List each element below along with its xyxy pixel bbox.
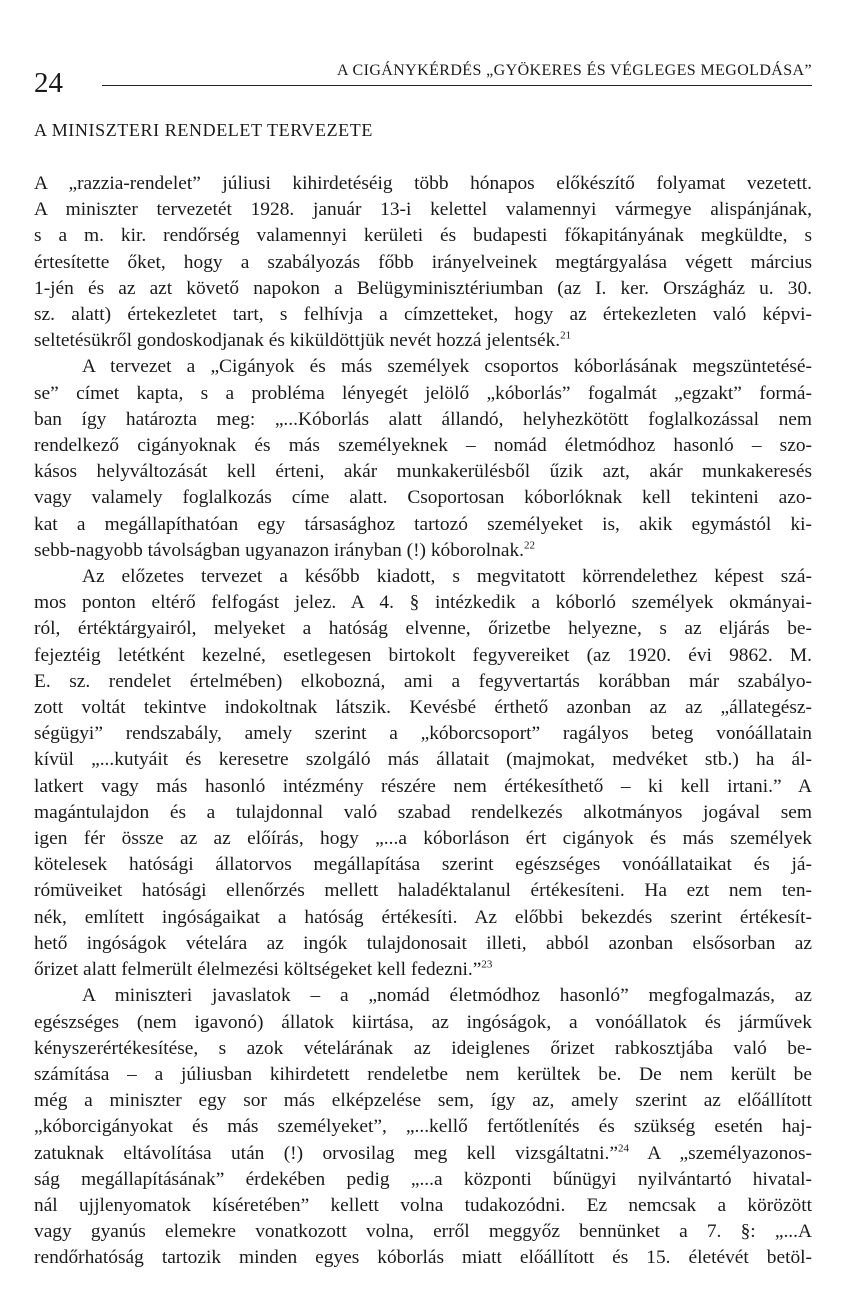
footnote-ref-23[interactable]: 23	[481, 958, 493, 971]
text-line: ság megállapításának” érdekében pedig „...a központi bűnügyi nyilvántartó hivatal-	[34, 1168, 812, 1190]
text-line: zatuknak eltávolítása után (!) orvosilag meg kell vizsgáltatni.”$^{24}$ A „személyazonos-	[34, 1142, 812, 1164]
section-title: A MINISZTERI RENDELET TERVEZETE	[34, 120, 373, 140]
text-line: sebb-nagyobb távolságban ugyanazon irányban (!) kóborolnak.$^{22}$	[34, 539, 536, 561]
text-line: rendőrhatóság tartozik minden egyes kóborlás miatt előállított és 15. életévét betöl-	[34, 1247, 812, 1269]
paragraph-2	[34, 354, 812, 564]
paragraph-1	[34, 171, 812, 354]
text-line: 1-jén és az azt követő napokon a Belügyminisztériumban (az I. ker. Országház u. 30.	[34, 277, 812, 299]
text-line: értesítette őket, hogy a szabályozás főbb irányelveinek megtárgyalása végett március	[34, 251, 812, 273]
running-head: A CIGÁNYKÉRDÉS „GYÖKERES ÉS VÉGLEGES MEGOLDÁSA”	[337, 62, 812, 79]
text-line: se” címet kapta, s a probléma lényegét jelölő „kóborlás” fogalmát „egzakt” formá-	[34, 382, 812, 404]
text-line: ségügyi” rendszabály, amely szerint a „kóborcsoport” ragályos beteg vonóállatain	[34, 723, 812, 745]
text-line: nék, említett ingóságaikat a hatóság értékesíti. Az előbbi bekezdés szerint értékesít-	[34, 906, 812, 928]
text-line: kötelesek hatósági állatorvos megállapítása szerint egészséges vonóállataikat és já-	[34, 854, 812, 876]
text-line: rendelkező cigányoknak és más személyeknek – nomád életmódhoz hasonló – szo-	[34, 435, 812, 457]
text-line: számítása – a júliusban kihirdetett rendeletbe nem kerültek be. De nem került be	[34, 1063, 812, 1085]
text-line: ról, értéktárgyairól, melyeket a hatóság elvenne, őrizetbe helyezne, s az eljárás be-	[34, 618, 812, 640]
text-line: kívül „...kutyáit és keresetre szolgáló más állatait (majmokat, medvéket stb.) ha ál-	[34, 749, 812, 771]
text-line: őrizet alatt felmerült élelmezési költségeket kell fedezni.”$^{23}$	[34, 958, 493, 981]
text-line: nál ujjlenyomatok kíséretében” kellett volna tudakozódni. Ez nemcsak a körözött	[34, 1194, 812, 1216]
header-rule	[102, 85, 812, 86]
text-line: A tervezet a „Cigányok és más személyek csoportos kóborlásának megszüntetésé-	[82, 356, 812, 378]
text-line: A „razzia-rendelet” júliusi kihirdetéséig több hónapos előkészítő folyamat vezetett.	[34, 173, 812, 194]
page-header	[34, 58, 812, 98]
text-line: „kóborcigányokat és más személyeket”, „...kellő fertőtlenítés és szükség esetén haj-	[34, 1116, 812, 1138]
text-line: ban így határozta meg: „...Kóborlás alatt állandó, helyhezkötött foglalkozással nem	[34, 408, 812, 430]
paragraph-4	[34, 983, 812, 1271]
text-line: A miniszteri javaslatok – a „nomád életmódhoz hasonló” megfogalmazás, az	[82, 985, 812, 1007]
text-line: egészséges (nem igavonó) állatok kiirtása, az ingóságok, a vonóállatok és járművek	[34, 1011, 812, 1033]
text-line: A miniszter tervezetét 1928. január 13-i kelettel valamennyi vármegye alispánjának,	[34, 199, 812, 221]
text-line: seltetésükről gondoskodjanak és kiküldöttjük nevét hozzá jelentsék.$^{21}$	[34, 329, 572, 352]
text-line: Az előzetes tervezet a később kiadott, s megvitatott körrendelethez képest szá-	[82, 566, 812, 588]
text-line: fejeztéig letétként kezelné, esetlegesen birtokolt fegyvereiket (az 1920. évi 9862. M.	[34, 644, 812, 666]
footnote-ref-22[interactable]: 22	[524, 539, 536, 552]
text-line: zott voltát tekintve indokoltnak látszik. Kevésbé érthető azonban az az „állategész-	[34, 697, 812, 719]
page-number: 24	[34, 67, 63, 99]
text-line: s a m. kir. rendőrség valamennyi kerületi és budapesti főkapitányának megküldte, s	[34, 225, 812, 247]
text-line: kásos helyváltozását kell érteni, akár munkakerülésből űzik azt, akár munkakeresés	[34, 461, 812, 483]
text-line: E. sz. rendelet értelmében) elkobozná, ami a fegyvertartás korábban már szabályo-	[34, 670, 812, 692]
text-line: magántulajdon és a tulajdonnal való szabad rendelkezés alkotmányos jogával sem	[34, 801, 812, 823]
text-line: mos ponton eltérő felfogást jelez. A 4. § intézkedik a kóborló személyek okmányai-	[34, 592, 812, 614]
body-text	[34, 171, 812, 1272]
text-line: latkert vagy más hasonló intézmény részére nem értékesíthető – ki kell irtani.” A	[34, 775, 812, 797]
text-line: hető ingóságok vételára az ingók tulajdonosait illeti, abból azonban elsősorban az	[34, 932, 812, 954]
text-line: rómüveiket hatósági ellenőrzés mellett haladéktalanul értékesíteni. Ha ezt nem ten-	[34, 880, 812, 902]
text-line: vagy gyanús elemekre vonatkozott volna, erről meggyőz bennünket a 7. §: „...A	[34, 1221, 812, 1243]
text-line: kat a megállapíthatóan egy társasághoz tartozó személyeket is, akik egymástól ki-	[34, 513, 812, 535]
footnote-ref-21[interactable]: 21	[560, 329, 572, 342]
footnote-ref-24[interactable]: 24	[617, 1142, 629, 1155]
paragraph-3	[34, 564, 812, 983]
text-line: még a miniszter egy sor más elképzelése sem, így az, amely szerint az előállított	[34, 1090, 812, 1112]
text-line: vagy valamely foglalkozás címe alatt. Csoportosan kóborlóknak kell tekinteni azo-	[34, 487, 812, 509]
text-line: sz. alatt) értekezletet tart, s felhívja a címzetteket, hogy az értekezleten való képvi-	[34, 304, 812, 326]
text-line: igen fér össze az az előírás, hogy „...a kóborláson ért cigányok és más személyek	[34, 828, 812, 850]
text-line: kényszerértékesítése, s azok vételárának az ideiglenes őrizet rabkosztjába való be-	[34, 1037, 812, 1059]
